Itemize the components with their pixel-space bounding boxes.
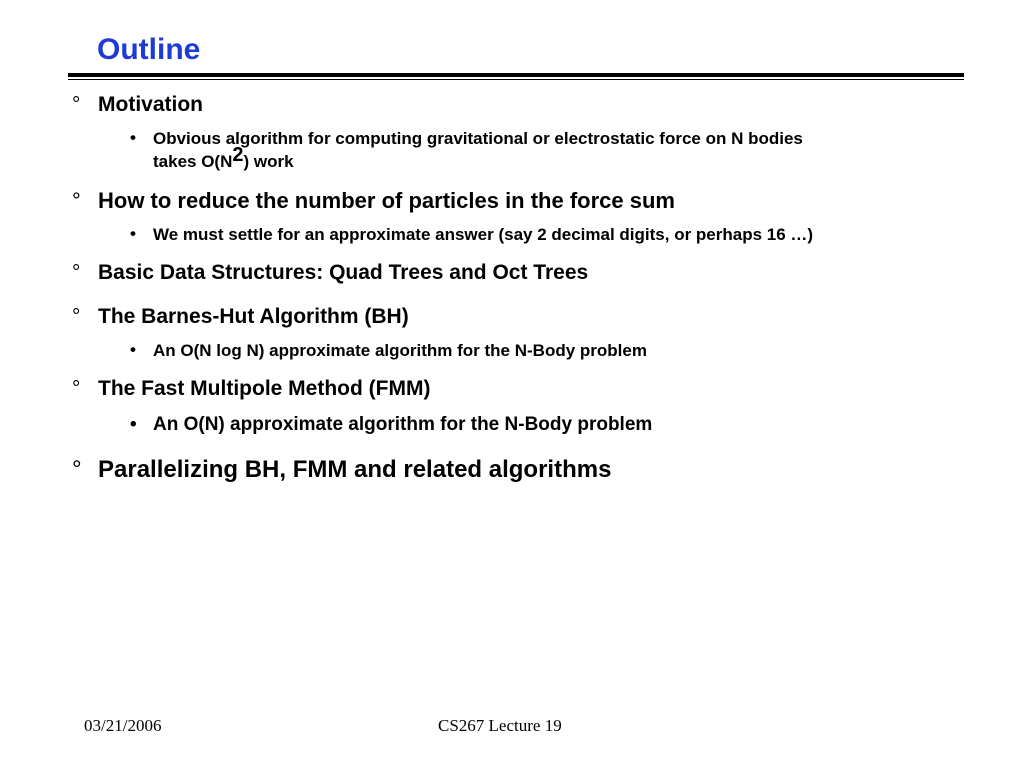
outline-item-text: The Fast Multipole Method (FMM) [98, 377, 431, 400]
outline-item-text: The Barnes-Hut Algorithm (BH) [98, 305, 409, 328]
subitem-line-2-pre: takes O(N [153, 152, 233, 171]
title-divider-thin [68, 79, 964, 80]
footer-date: 03/21/2006 [84, 716, 162, 735]
dot-bullet: • [130, 128, 136, 147]
subitem-text [153, 128, 803, 173]
degree-bullet: ° [72, 305, 81, 328]
footer-course: CS267 Lecture 19 [438, 716, 562, 735]
dot-bullet: • [130, 224, 136, 243]
degree-bullet: ° [72, 261, 81, 284]
dot-bullet: • [130, 340, 136, 359]
subitem-text: We must settle for an approximate answer (say 2 decimal digits, or perhaps 16 …) [153, 225, 814, 244]
title-divider-thick [68, 73, 964, 77]
subitem-text: An O(N log N) approximate algorithm for the N-Body problem [153, 341, 647, 360]
outline-item-text: Basic Data Structures: Quad Trees and Oct Trees [98, 261, 589, 284]
subitem-line-1: Obvious algorithm for computing gravitational or electrostatic force on N bodies [153, 129, 803, 148]
slide-title: Outline [97, 33, 201, 66]
degree-bullet: ° [72, 93, 81, 116]
outline-item-text: How to reduce the number of particles in the force sum [98, 188, 675, 213]
outline-item-text: Motivation [98, 93, 203, 116]
degree-bullet: ° [72, 456, 82, 483]
outline-item-text: Parallelizing BH, FMM and related algorithms [98, 456, 612, 483]
subitem-line-2-post: ) work [243, 152, 294, 171]
degree-bullet: ° [72, 377, 81, 400]
subitem-text: An O(N) approximate algorithm for the N-Body problem [153, 414, 653, 435]
dot-bullet: • [130, 414, 137, 435]
degree-bullet: ° [72, 188, 81, 213]
superscript-2: 2 [232, 144, 244, 166]
